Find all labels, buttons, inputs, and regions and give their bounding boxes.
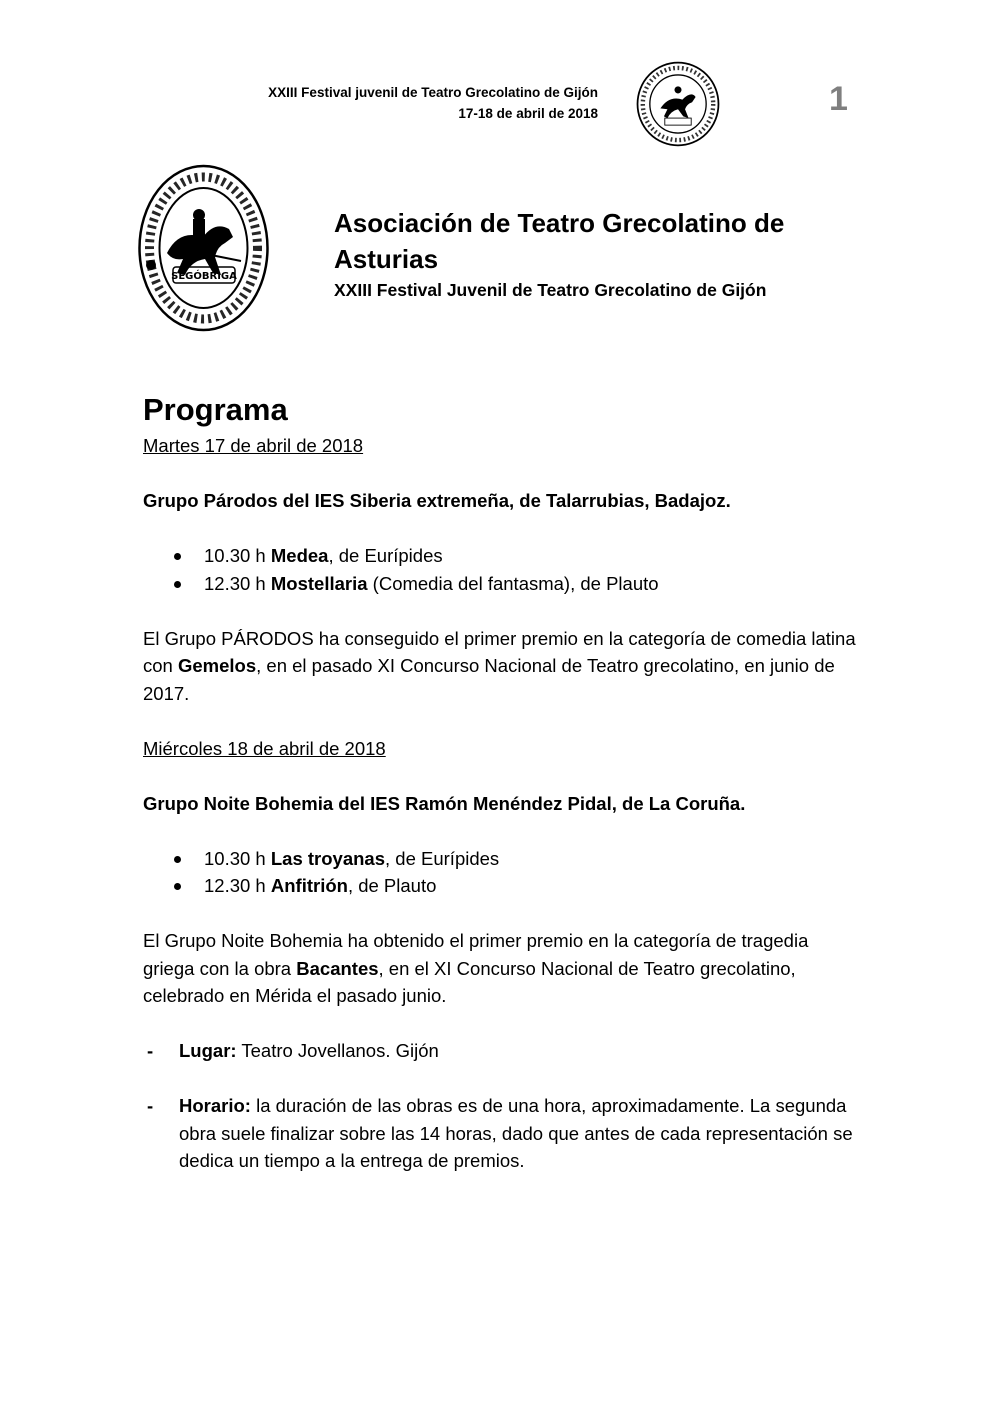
day-2-note: El Grupo Noite Bohemia ha obtenido el primer premio en la categoría de tragedia griega con la obra Bacantes, en el XI Concurso Nacional de Teatro grecolatino, celebrado en Mérida el pasado junio. (143, 930, 809, 1006)
association-seal-icon (634, 60, 722, 148)
association-seal-icon (137, 163, 270, 333)
work-title: Las troyanas (270, 847, 386, 869)
work-title: Anfitrión (270, 875, 348, 896)
program-content (143, 388, 863, 1175)
day-2-date: Miércoles 18 de abril de 2018 (143, 737, 386, 759)
svg-text:SEGÓBRIGA: SEGÓBRIGA (171, 271, 237, 282)
performance-item: 12.30 h Anfitrión, de Plauto (143, 872, 863, 900)
work-title: Medea (270, 545, 329, 566)
work-title: Mostellaria (270, 572, 368, 594)
day-1-group: Grupo Párodos del IES Siberia extremeña, de Talarrubias, Badajoz. (143, 490, 731, 511)
header-festival-title: XXIII Festival juvenil de Teatro Grecolatino de Gijón (268, 85, 598, 100)
header-text (268, 82, 598, 124)
info-schedule: - Horario: la duración de las obras es de una hora, aproximadamente. La segunda obra suele finalizar sobre las 14 horas, dado que antes de cada representación se dedica un tiempo a la entrega de premios. (143, 1092, 863, 1175)
festival-subtitle: XXIII Festival Juvenil de Teatro Grecolatino de Gijón (334, 280, 767, 300)
day-1-date: Martes 17 de abril de 2018 (143, 435, 364, 456)
day-2-group: Grupo Noite Bohemia del IES Ramón Menéndez Pidal, de La Coruña. (143, 792, 746, 814)
page-header (0, 0, 1000, 150)
day-2-performances (143, 845, 863, 900)
dash-marker: - (147, 1095, 154, 1116)
day-1-performances (143, 542, 863, 597)
header-dates: 17-18 de abril de 2018 (458, 106, 598, 121)
info-venue: - Lugar: Teatro Jovellanos. Gijón (143, 1037, 863, 1065)
page-number: 1 (829, 80, 848, 118)
program-title: Programa (143, 392, 288, 427)
association-title: Asociación de Teatro Grecolatino de Asturias (334, 208, 785, 274)
performance-item: 10.30 h Las troyanas, de Eurípides (143, 845, 863, 873)
performance-item: 10.30 h Medea, de Eurípides (143, 542, 863, 570)
performance-item: 12.30 h Mostellaria (Comedia del fantasma), de Plauto (143, 570, 863, 598)
day-1-note: El Grupo PÁRODOS ha conseguido el primer premio en la categoría de comedia latina con Gemelos, en el pasado XI Concurso Nacional de Teatro grecolatino, en junio de 2017. (143, 627, 856, 704)
dash-marker: - (147, 1040, 154, 1061)
